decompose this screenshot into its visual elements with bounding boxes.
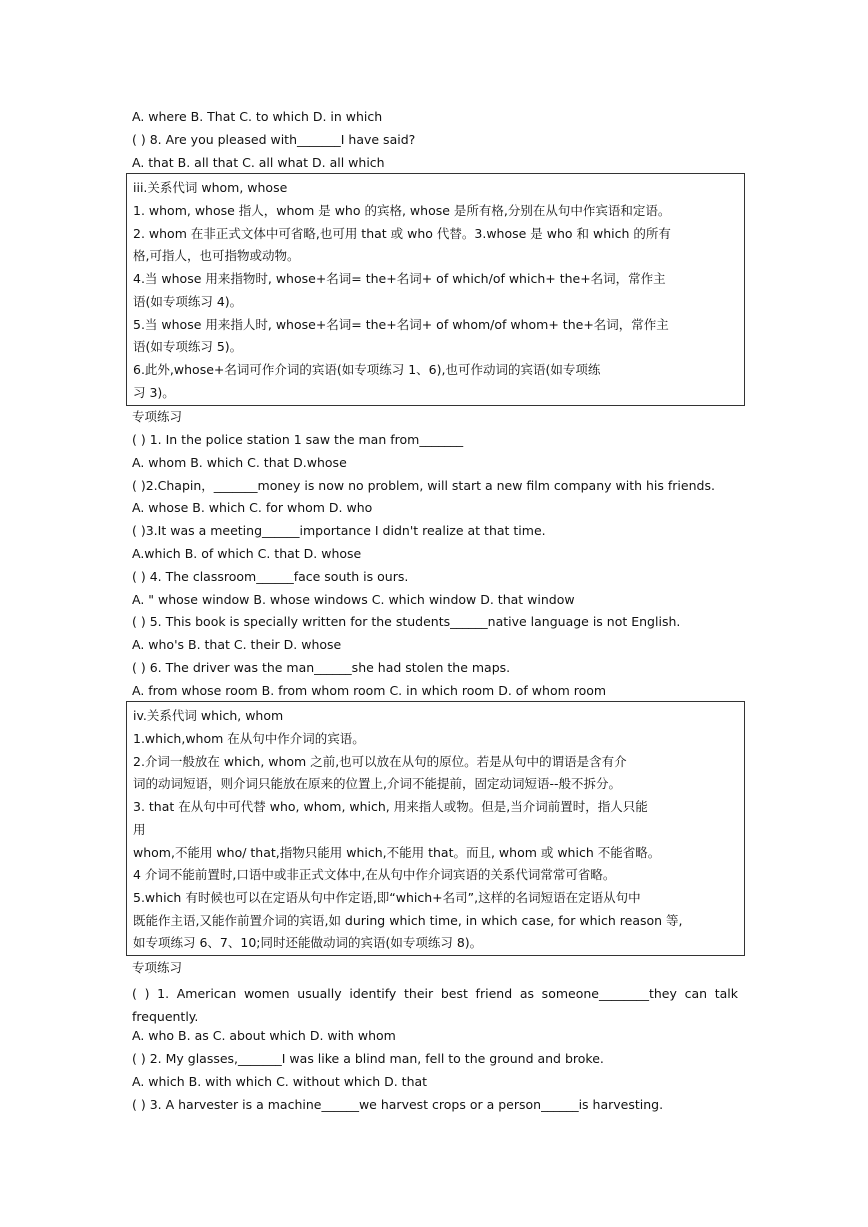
text-line: 1.which,whom 在从句中作介词的宾语。	[133, 731, 365, 746]
exercise-line: A. who B. as C. about which D. with whom	[132, 1028, 396, 1043]
exercise-line: ( ) 3. A harvester is a machine______we harvest crops or a person______is harvesting.	[132, 1097, 664, 1112]
grammar-note-box-which-whom	[126, 701, 745, 956]
exercise-line: A. who's B. that C. their D. whose	[132, 637, 342, 652]
text-line: 2.介词一般放在 which, whom 之前,也可以放在从句的原位。若是从句中的谓语是含有介	[133, 754, 627, 769]
exercise-line: ( )2.Chapin，_______money is now no problem, will start a new film company with his friends.	[132, 478, 715, 493]
exercise-line: A. whom B. which C. that D.whose	[132, 455, 347, 470]
text-line: 用	[133, 822, 146, 837]
text-line: whom,不能用 who/ that,指物只能用 which,不能用 that。而且, whom 或 which 不能省略。	[133, 845, 661, 860]
text-line: 4.当 whose 用来指物时, whose+名词= the+名词+ of which/of which+ the+名词，常作主	[133, 271, 666, 286]
exercise-line: ( ) 4. The classroom______face south is ours.	[132, 569, 409, 584]
exercise-line: A.which B. of which C. that D. whose	[132, 546, 362, 561]
exercise-line: ( ) 2. My glasses,_______I was like a blind man, fell to the ground and broke.	[132, 1051, 604, 1066]
text-line: ( ) 8. Are you pleased with_______I have said?	[132, 132, 416, 147]
exercise-line: ( )3.It was a meeting______importance I didn't realize at that time.	[132, 523, 546, 538]
text-line: 习 3)。	[133, 385, 175, 400]
text-line: 5.当 whose 用来指人时, whose+名词= the+名词+ of whom/of whom+ the+名词，常作主	[133, 317, 669, 332]
text-line: 语(如专项练习 4)。	[133, 294, 243, 309]
text-line: 2. whom 在非正式文体中可省略,也可用 that 或 who 代替。3.whose 是 who 和 which 的所有	[133, 226, 671, 241]
exercise-line: ( ) 1. American women usually identify their best friend as someone________they can talk frequently.	[132, 986, 738, 1024]
text-line: 3. that 在从句中可代替 who, whom, which, 用来指人或物。但是,当介词前置时，指人只能	[133, 799, 648, 814]
text-line: A. where B. That C. to which D. in which	[132, 109, 383, 124]
text-line: 如专项练习 6、7、10;同时还能做动词的宾语(如专项练习 8)。	[133, 935, 483, 950]
section-heading: 专项练习	[132, 409, 183, 424]
exercise-line: ( ) 5. This book is specially written for the students______native language is not English.	[132, 614, 681, 629]
text-line: 4 介词不能前置时,口语中或非正式文体中,在从句中作介词宾语的关系代词常常可省略。	[133, 867, 616, 882]
exercise-line: A. " whose window B. whose windows C. which window D. that window	[132, 592, 575, 607]
exercise-line: ( ) 1. In the police station 1 saw the man from_______	[132, 432, 464, 447]
box-title: iv.关系代词 which, whom	[133, 708, 284, 723]
exercise-line: A. from whose room B. from whom room C. in which room D. of whom room	[132, 683, 607, 698]
text-line: 语(如专项练习 5)。	[133, 339, 243, 354]
exercise-line: ( ) 6. The driver was the man______she had stolen the maps.	[132, 660, 511, 675]
text-line: 1. whom, whose 指人，whom 是 who 的宾格, whose 是所有格,分别在从句中作宾语和定语。	[133, 203, 671, 218]
grammar-note-box-whom-whose	[126, 173, 745, 406]
exercise-line: A. which B. with which C. without which D. that	[132, 1074, 428, 1089]
box-title: iii.关系代词 whom, whose	[133, 180, 288, 195]
text-line: 6.此外,whose+名词可作介词的宾语(如专项练习 1、6),也可作动词的宾语(如专项练	[133, 362, 601, 377]
section-heading: 专项练习	[132, 960, 183, 975]
exercise-line: A. whose B. which C. for whom D. who	[132, 500, 373, 515]
text-line: 5.which 有时候也可以在定语从句中作定语,即“which+名司”,这样的名词短语在定语从句中	[133, 890, 641, 905]
text-line: 格,可指人，也可指物或动物。	[133, 248, 300, 263]
text-line: 既能作主语,又能作前置介词的宾语,如 during which time, in which case, for which reason 等,	[133, 913, 683, 928]
text-line: A. that B. all that C. all what D. all which	[132, 155, 385, 170]
text-line: 词的动词短语，则介词只能放在原来的位置上,介词不能提前，固定动词短语--般不拆分。	[133, 776, 621, 791]
